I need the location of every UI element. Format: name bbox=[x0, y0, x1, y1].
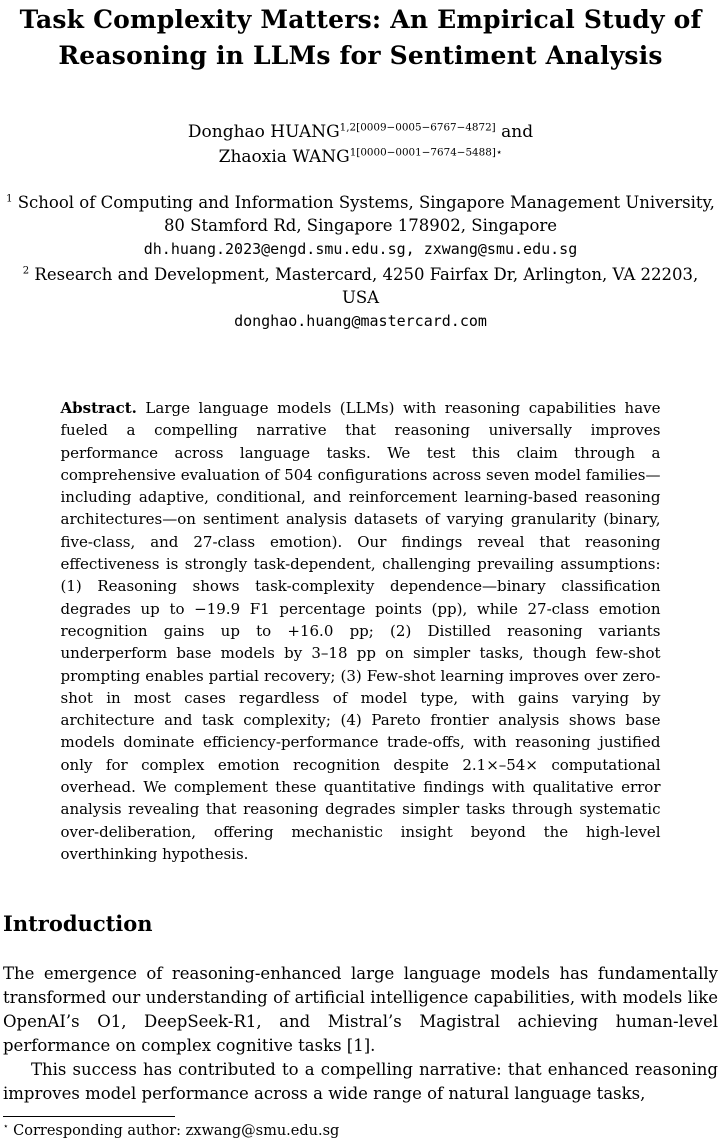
footnote-text bbox=[3, 1122, 718, 1141]
author-1-suffix: and bbox=[495, 122, 534, 142]
affiliation-1 bbox=[3, 192, 718, 237]
abstract-label: Abstract. bbox=[60, 399, 137, 417]
section-heading-introduction: Introduction bbox=[3, 911, 153, 937]
author-name-2: Zhaoxia WANG bbox=[218, 147, 350, 167]
paper-title bbox=[3, 2, 718, 74]
author-name-1: Donghao HUANG bbox=[187, 122, 340, 142]
footnote bbox=[3, 1116, 718, 1141]
affiliation-2-text: Research and Development, Mastercard, 4250 Fairfax Dr, Arlington, VA 22203, USA bbox=[34, 265, 699, 307]
title-line-2: Reasoning in LLMs for Sentiment Analysis bbox=[58, 41, 663, 70]
affiliation-1-text: School of Computing and Information Systems, Singapore Management University, 80 Stamford Rd, Singapore 178902, Singapore bbox=[17, 193, 715, 235]
affiliation-2 bbox=[3, 264, 718, 309]
abstract bbox=[61, 397, 661, 865]
affiliation-block bbox=[3, 192, 718, 331]
footnote-marker: ⋆ bbox=[3, 1122, 9, 1133]
intro-paragraph-1: The emergence of reasoning-enhanced large language models has fundamentally transformed our understanding of artificial intelligence capabilities, with models like OpenAI’s O1, DeepSeek-R1, and Mistral’s Magistral achieving human-level performance on complex cognitive tasks [1]. bbox=[3, 964, 718, 1056]
author-block bbox=[3, 120, 718, 170]
footnote-content: Corresponding author: zxwang@smu.edu.sg bbox=[13, 1123, 340, 1139]
affiliation-2-marker: 2 bbox=[22, 265, 30, 277]
abstract-text: Large language models (LLMs) with reasoning capabilities have fueled a compelling narrative that reasoning universally improves performance across language tasks. We test this claim through a comprehensive evaluation of 504 configurations across seven model families—including adaptive, conditional, and reinforcement learning-based reasoning architectures—on sentiment analysis datasets of varying granularity (binary, five-class, and 27-class emotion). Our findings reveal that reasoning effectiveness is strongly task-dependent, challenging prevailing assumptions: (1) Reasoning shows task-complexity dependence—binary classification degrades up to −19.9 F1 percentage points (pp), while 27-class emotion recognition gains up to +16.0 pp; (2) Distilled reasoning variants underperform base models by 3–18 pp on simpler tasks, though few-shot prompting enables partial recovery; (3) Few-shot learning improves over zero-shot in most cases regardless of model type, with gains varying by architecture and task complexity; (4) Pareto frontier analysis shows base models dominate efficiency-performance trade-offs, with reasoning justified only for complex emotion recognition despite 2.1×–54× computational overhead. We complement these quantitative findings with qualitative error analysis revealing that reasoning degrades simpler tasks through systematic over-deliberation, offering mechanistic insight beyond the high-level overthinking hypothesis. bbox=[60, 399, 661, 863]
author-2-orcid-superscript: 1[0000−0001−7674−5488]⋆ bbox=[349, 146, 503, 159]
title-line-1: Task Complexity Matters: An Empirical Study of bbox=[19, 5, 702, 34]
intro-paragraph-2: This success has contributed to a compelling narrative: that enhanced reasoning improves model performance across a wide range of natural language tasks, bbox=[3, 1060, 718, 1104]
author-1-orcid-superscript: 1,2[0009−0005−6767−4872] bbox=[339, 121, 496, 134]
affiliation-1-emails: dh.huang.2023@engd.smu.edu.sg, zxwang@smu.edu.sg bbox=[143, 240, 578, 258]
affiliation-1-marker: 1 bbox=[6, 193, 13, 205]
footnote-rule bbox=[3, 1116, 175, 1117]
affiliation-2-emails: donghao.huang@mastercard.com bbox=[234, 312, 487, 330]
author-line-1 bbox=[3, 120, 718, 145]
author-line-2 bbox=[3, 145, 718, 170]
